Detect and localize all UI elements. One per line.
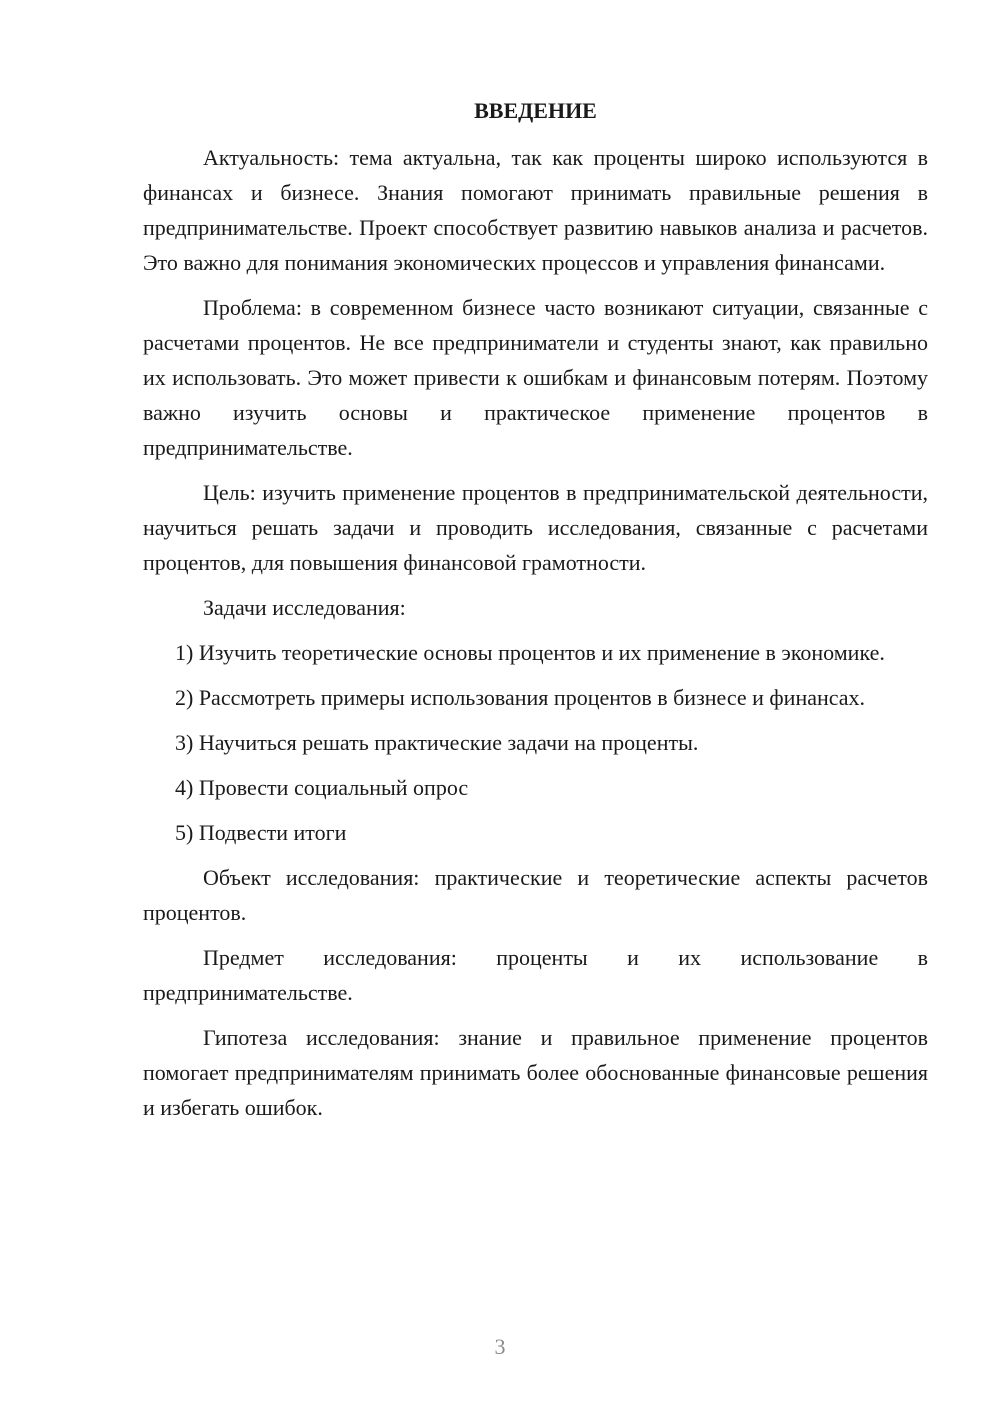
object-paragraph: Объект исследования: практические и теоретические аспекты расчетов процентов. xyxy=(143,865,928,925)
tasks-heading: Задачи исследования: xyxy=(203,595,406,620)
task-item: 2) Рассмотреть примеры использования процентов в бизнесе и финансах. xyxy=(175,685,866,710)
task-item: 1) Изучить теоретические основы процентов и их применение в экономике. xyxy=(175,640,885,665)
page-number: 3 xyxy=(494,1334,506,1359)
subject-paragraph: Предмет исследования: проценты и их использование в предпринимательстве. xyxy=(143,945,928,1005)
task-item: 4) Провести социальный опрос xyxy=(175,775,469,800)
page-content xyxy=(143,96,928,1135)
goal-paragraph: Цель: изучить применение процентов в предпринимательской деятельности, научиться решать задачи и проводить исследования, связанные с расчетами процентов, для повышения финансовой грамотности. xyxy=(143,480,928,575)
problem-paragraph: Проблема: в современном бизнесе часто возникают ситуации, связанные с расчетами процентов. Не все предприниматели и студенты знают, как правильно их использовать. Это может привести к ошибкам и финансовым потерям. Поэтому важно изучить основы и практическое применение процентов в предпринимательстве. xyxy=(143,295,928,460)
task-item: 5) Подвести итоги xyxy=(175,820,347,845)
hypothesis-paragraph: Гипотеза исследования: знание и правильное применение процентов помогает предпринимателям принимать более обоснованные финансовые решения и избегать ошибок. xyxy=(143,1025,928,1120)
section-title: ВВЕДЕНИЕ xyxy=(474,98,597,123)
relevance-paragraph: Актуальность: тема актуальна, так как проценты широко используются в финансах и бизнесе. Знания помогают принимать правильные решения в предпринимательстве. Проект способствует развитию навыков анализа и расчетов. Это важно для понимания экономических процессов и управления финансами. xyxy=(143,145,928,275)
task-item: 3) Научиться решать практические задачи на проценты. xyxy=(175,730,699,755)
